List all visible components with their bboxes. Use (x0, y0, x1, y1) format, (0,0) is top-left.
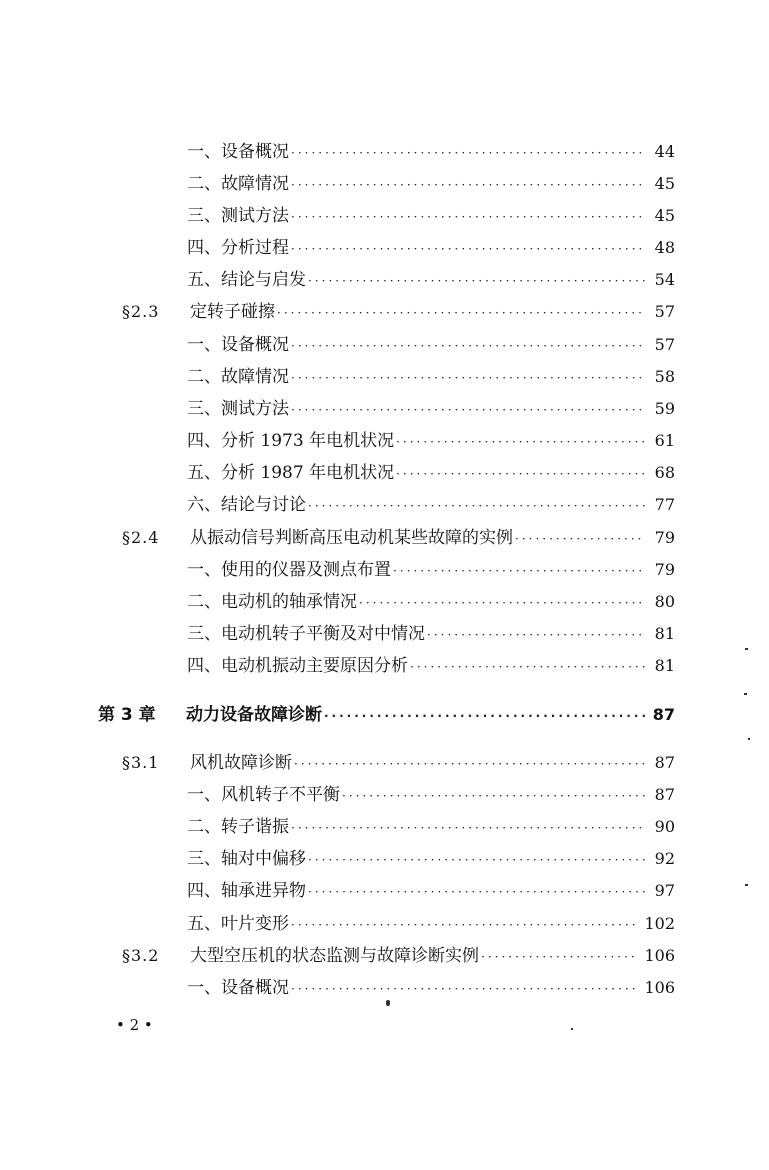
leader-dots (291, 238, 645, 260)
toc-entry (187, 366, 675, 389)
leader-dots (291, 367, 645, 389)
toc-title: 四、轴承进异物 (187, 881, 306, 901)
leader-dots (393, 560, 645, 582)
toc-entry (187, 173, 675, 196)
leader-dots (481, 946, 638, 968)
toc-title: 三、电动机转子平衡及对中情况 (187, 624, 425, 644)
leader-dots (291, 399, 645, 421)
scan-speck (386, 1000, 390, 1006)
toc-page-number: 57 (654, 302, 675, 321)
toc-page-number: 68 (654, 463, 675, 482)
toc-title: 大型空压机的状态监测与故障诊断实例 (190, 946, 479, 966)
toc-entry (187, 623, 675, 646)
toc-entry (187, 848, 675, 871)
toc-title: 二、故障情况 (187, 367, 289, 387)
toc-page-number: 59 (654, 399, 675, 418)
toc-page-number: 81 (654, 656, 675, 675)
toc-title: 定转子碰擦 (190, 302, 275, 322)
toc-entry (187, 880, 675, 903)
toc-title: 一、设备概况 (187, 335, 289, 355)
toc-page-number: 44 (654, 142, 675, 161)
toc-entry (187, 559, 675, 582)
toc-page-number: 79 (654, 560, 675, 579)
toc-page-number: 106 (644, 946, 675, 965)
leader-dots (291, 142, 645, 164)
leader-dots (342, 785, 645, 807)
toc-section-entry (122, 301, 675, 324)
toc-entry (187, 913, 675, 936)
leader-dots (308, 881, 645, 903)
toc-page-number: 92 (654, 849, 675, 868)
toc-page-number: 45 (654, 174, 675, 193)
toc-entry (187, 237, 675, 260)
toc-title: 五、分析 1987 年电机状况 (187, 463, 395, 483)
leader-dots (396, 463, 645, 485)
toc-page-number: 79 (654, 528, 675, 547)
toc-entry (187, 462, 675, 485)
toc-entry (187, 430, 675, 453)
toc-page-number: 87 (652, 705, 675, 724)
toc-title: 一、设备概况 (187, 142, 289, 162)
leader-dots (291, 206, 645, 228)
toc-section-entry (122, 527, 675, 550)
toc-page-number: 58 (654, 367, 675, 386)
toc-page-number: 87 (654, 785, 675, 804)
toc-title: 二、电动机的轴承情况 (187, 592, 357, 612)
leader-dots (291, 174, 645, 196)
toc-entry (187, 816, 675, 839)
toc-entry (187, 784, 675, 807)
toc-page-number: 45 (654, 206, 675, 225)
toc-title: 风机故障诊断 (190, 753, 292, 773)
toc-title: 六、结论与讨论 (187, 495, 306, 515)
toc-entry (187, 398, 675, 421)
section-number: §3.1 (122, 753, 160, 772)
scan-speck (744, 693, 747, 695)
toc-title: 四、分析过程 (187, 238, 289, 258)
leader-dots (291, 914, 638, 936)
toc-title: 五、结论与启发 (187, 270, 306, 290)
leader-dots (324, 705, 645, 727)
leader-dots (396, 431, 645, 453)
toc-page-number: 81 (654, 624, 675, 643)
toc-entry (187, 205, 675, 228)
toc-page-number: 80 (654, 592, 675, 611)
scan-speck (571, 1028, 573, 1030)
toc-entry (187, 655, 675, 678)
toc-entry (187, 334, 675, 357)
section-number: §2.3 (122, 302, 160, 321)
scan-speck (748, 738, 750, 740)
toc-entry (187, 977, 675, 1000)
leader-dots (308, 495, 645, 517)
toc-page-number: 61 (654, 431, 675, 450)
toc-title: 三、测试方法 (187, 399, 289, 419)
toc-page-number: 77 (654, 495, 675, 514)
toc-page-number: 87 (654, 753, 675, 772)
toc-page-number: 90 (654, 817, 675, 836)
toc-page-number: 57 (654, 335, 675, 354)
toc-page-number: 48 (654, 238, 675, 257)
chapter-number: 第 3 章 (98, 705, 156, 725)
toc-title: 四、分析 1973 年电机状况 (187, 431, 395, 451)
scan-speck (745, 648, 748, 650)
leader-dots (308, 849, 645, 871)
leader-dots (359, 592, 645, 614)
toc-section-entry (122, 752, 675, 775)
toc-title: 三、测试方法 (187, 206, 289, 226)
toc-entry (187, 269, 675, 292)
page-folio: • 2 • (116, 1016, 153, 1034)
leader-dots (277, 302, 645, 324)
leader-dots (410, 656, 645, 678)
toc-page-number: 54 (654, 270, 675, 289)
toc-entry (187, 141, 675, 164)
toc-title: 三、轴对中偏移 (187, 849, 306, 869)
leader-dots (291, 817, 645, 839)
toc-title: 从振动信号判断高压电动机某些故障的实例 (190, 528, 513, 548)
toc-entry (187, 591, 675, 614)
chapter-title: 动力设备故障诊断 (186, 705, 322, 725)
toc-page-number: 102 (644, 914, 675, 933)
leader-dots (294, 753, 645, 775)
toc-section-entry (122, 945, 675, 968)
toc-title: 二、故障情况 (187, 174, 289, 194)
toc-page-number: 97 (654, 881, 675, 900)
toc-page-number: 106 (644, 978, 675, 997)
toc-title: 二、转子谐振 (187, 817, 289, 837)
scan-speck (745, 884, 748, 886)
toc-title: 一、设备概况 (187, 978, 289, 998)
toc-title: 一、使用的仪器及测点布置 (187, 560, 391, 580)
section-number: §2.4 (122, 528, 160, 547)
leader-dots (291, 335, 645, 357)
toc-entry (187, 494, 675, 517)
toc-title: 一、风机转子不平衡 (187, 785, 340, 805)
leader-dots (291, 978, 638, 1000)
leader-dots (515, 528, 645, 550)
leader-dots (427, 624, 645, 646)
toc-title: 四、电动机振动主要原因分析 (187, 656, 408, 676)
toc-chapter-entry (98, 704, 675, 727)
leader-dots (308, 270, 645, 292)
section-number: §3.2 (122, 946, 160, 965)
toc-title: 五、叶片变形 (187, 914, 289, 934)
